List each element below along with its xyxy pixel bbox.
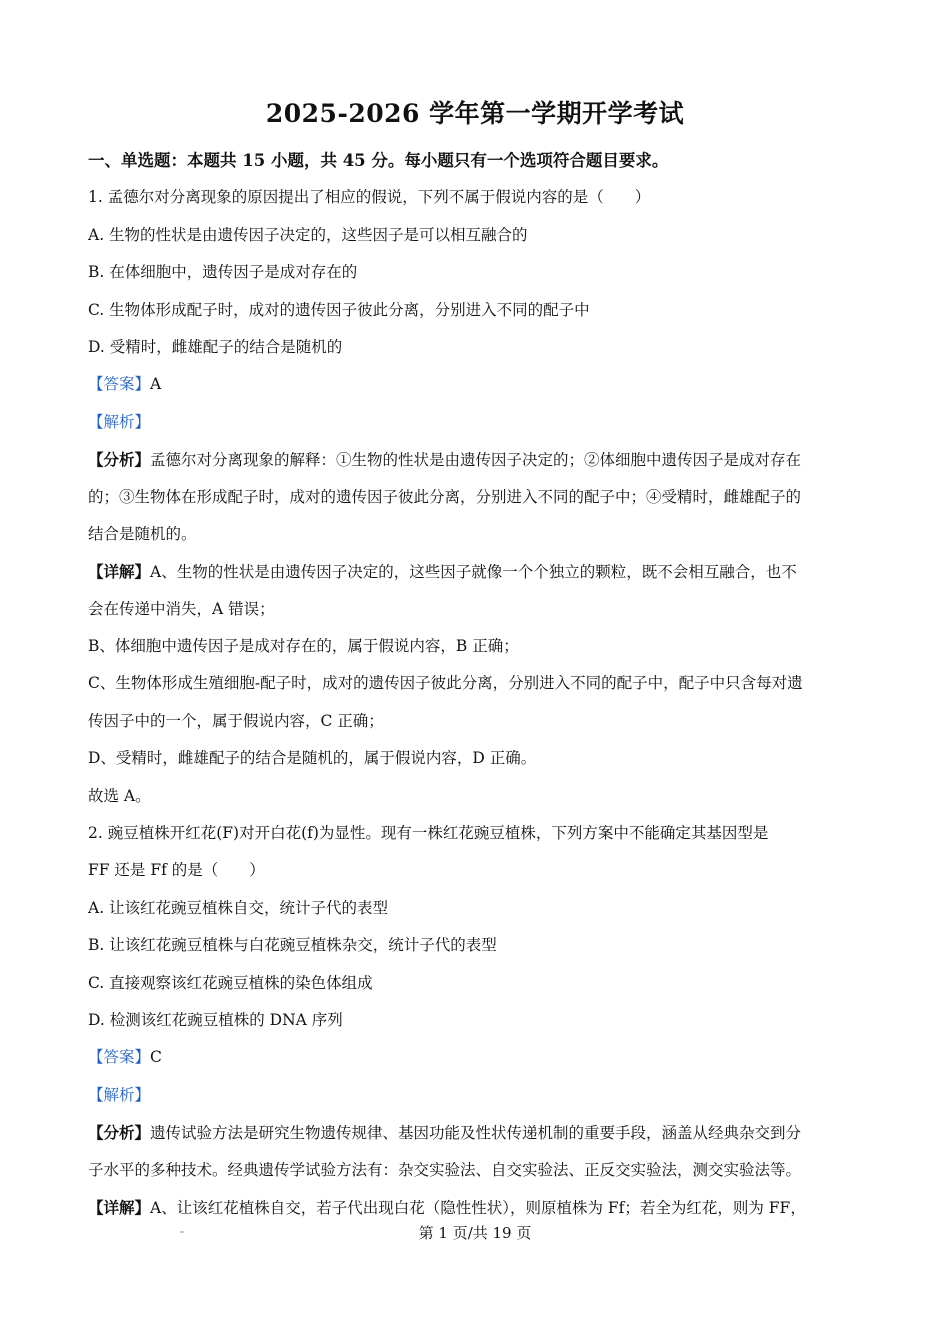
question-2-option-a: A. 让该红花豌豆植株自交，统计子代的表型	[88, 898, 389, 917]
question-2-stem-line-2: FF 还是 Ff 的是（ ）	[88, 861, 265, 880]
question-2-option-b: B. 让该红花豌豆植株与白花豌豆植株杂交，统计子代的表型	[88, 936, 497, 955]
document-body	[88, 142, 864, 1226]
question-2-answer	[88, 1039, 864, 1076]
question-1-answer	[88, 366, 864, 403]
page-title: 2025-2026 学年第一学期开学考试	[265, 99, 685, 128]
question-1-jiexi	[88, 404, 864, 441]
question-1-conclusion: 故选 A。	[88, 786, 151, 805]
xiangjie-text: A、让该红花植株自交，若子代出现白花（隐性性状），则原植株为 Ff；若全为红花，则为 FF，	[150, 1198, 806, 1217]
answer-value: A	[150, 375, 162, 394]
answer-value: C	[150, 1048, 162, 1067]
question-1-xiangjie-line-1	[88, 553, 864, 590]
question-2-fenxi-line-1	[88, 1114, 864, 1151]
question-2-xiangjie-line-1	[88, 1189, 864, 1226]
question-1-fenxi-line-3: 结合是随机的。	[88, 524, 197, 543]
xiangjie-tag: 【详解】	[88, 562, 151, 582]
page-footer: 第 1 页/共 19 页	[418, 1224, 532, 1242]
question-2-jiexi	[88, 1077, 864, 1114]
question-2-option-d: D. 检测该红花豌豆植株的 DNA 序列	[88, 1010, 343, 1029]
question-2-stem-line-1: 2. 豌豆植株开红花(F)对开白花(f)为显性。现有一株红花豌豆植株，下列方案中不能确定其基因型是	[88, 824, 769, 843]
fenxi-text: 孟德尔对分离现象的解释：①生物的性状是由遗传因子决定的；②体细胞中遗传因子是成对存在	[150, 451, 802, 470]
jiexi-tag: 【解析】	[88, 412, 151, 431]
xiangjie-tag: 【详解】	[88, 1197, 151, 1217]
question-1-xiangjie-line-2: 会在传递中消失，A 错误；	[88, 599, 275, 618]
fenxi-tag: 【分析】	[88, 1123, 151, 1143]
question-1-fenxi-line-2: 的；③生物体在形成配子时，成对的遗传因子彼此分离，分别进入不同的配子中；④受精时，雌雄配子的	[88, 487, 802, 506]
question-2-option-c: C. 直接观察该红花豌豆植株的染色体组成	[88, 973, 373, 992]
section-heading: 一、单选题：本题共 15 小题，共 45 分。每小题只有一个选项符合题目要求。	[88, 151, 669, 170]
question-1-fenxi-line-1	[88, 441, 864, 478]
fenxi-text: 遗传试验方法是研究生物遗传规律、基因功能及性状传递机制的重要手段，涵盖从经典杂交到分	[150, 1124, 802, 1143]
question-1-stem: 1. 孟德尔对分离现象的原因提出了相应的假说，下列不属于假说内容的是（ ）	[88, 188, 651, 207]
xiangjie-text: A、生物的性状是由遗传因子决定的，这些因子就像一个个独立的颗粒，既不会相互融合，也不	[150, 563, 797, 582]
answer-tag: 【答案】	[88, 1048, 151, 1067]
question-1-option-b: B. 在体细胞中，遗传因子是成对存在的	[88, 263, 358, 282]
question-1-option-c: C. 生物体形成配子时，成对的遗传因子彼此分离，分别进入不同的配子中	[88, 300, 590, 319]
question-2-fenxi-line-2: 子水平的多种技术。经典遗传学试验方法有：杂交实验法、自交实验法、正反交实验法，测交实验法等。	[88, 1160, 802, 1179]
answer-tag: 【答案】	[88, 375, 151, 394]
question-1-xiangjie-line-3: B、体细胞中遗传因子是成对存在的，属于假说内容，B 正确；	[88, 637, 519, 656]
question-1-xiangjie-line-5: 传因子中的一个，属于假说内容，C 正确；	[88, 711, 384, 730]
question-1-option-a: A. 生物的性状是由遗传因子决定的，这些因子是可以相互融合的	[88, 225, 528, 244]
question-1-xiangjie-line-4: C、生物体形成生殖细胞-配子时，成对的遗传因子彼此分离，分别进入不同的配子中，配子中只含每对遗	[88, 674, 803, 693]
jiexi-tag: 【解析】	[88, 1085, 151, 1104]
question-1-xiangjie-line-6: D、受精时，雌雄配子的结合是随机的，属于假说内容，D 正确。	[88, 749, 537, 768]
question-1-option-d: D. 受精时，雌雄配子的结合是随机的	[88, 337, 343, 356]
fenxi-tag: 【分析】	[88, 450, 151, 470]
